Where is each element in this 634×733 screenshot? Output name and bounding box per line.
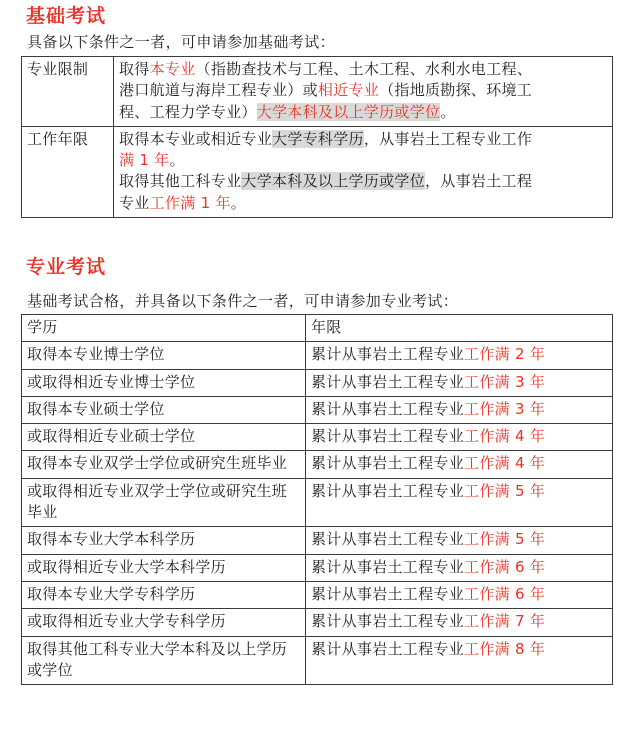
cell-years (306, 396, 613, 423)
years-requirement: 工作满 6 年 (464, 584, 546, 603)
cell-education: 取得本专业博士学位 (22, 342, 306, 369)
years-requirement: 工作满 8 年 (464, 639, 546, 658)
text-segment: 港口航道与海岸工程专业）或 (119, 81, 318, 100)
cell-education: 取得本专业大学本科学历 (22, 527, 306, 554)
years-requirement: 工作满 3 年 (464, 372, 546, 391)
years-requirement: 工作满 5 年 (464, 481, 546, 500)
row-label: 工作年限 (22, 126, 114, 217)
column-header-education: 学历 (22, 315, 306, 342)
years-prefix: 累计从事岩土工程专业 (311, 530, 465, 549)
cell-years (306, 581, 613, 608)
text-segment: 专业 (119, 193, 150, 212)
cell-years (306, 527, 613, 554)
years-prefix: 累计从事岩土工程专业 (311, 612, 465, 631)
years-prefix: 累计从事岩土工程专业 (311, 427, 465, 446)
content-line (119, 129, 607, 150)
table-row (22, 342, 613, 369)
row-content (114, 57, 613, 127)
table-row (22, 581, 613, 608)
basic-exam-table (21, 56, 613, 218)
years-requirement: 工作满 2 年 (464, 345, 546, 364)
years-requirement: 工作满 3 年 (464, 399, 546, 418)
professional-exam-table (21, 314, 613, 685)
cell-years (306, 369, 613, 396)
table-row (22, 126, 613, 217)
text-segment: （指地质勘探、环境工 (379, 81, 533, 100)
text-segment: 取得其他工科专业 (119, 172, 242, 191)
text-segment: ，从事岩土工程专业工作 (363, 129, 533, 148)
table-row (22, 57, 613, 127)
content-line (119, 80, 607, 101)
table-row (22, 424, 613, 451)
cell-education: 取得本专业大学专科学历 (22, 581, 306, 608)
cell-years (306, 424, 613, 451)
years-prefix: 累计从事岩土工程专业 (311, 454, 465, 473)
years-prefix: 累计从事岩土工程专业 (311, 584, 465, 603)
table-header-row (22, 315, 613, 342)
text-segment: （指勘查技术与工程、土木工程、水利水电工程、 (195, 60, 533, 78)
content-line (119, 150, 607, 171)
cell-education: 或取得相近专业博士学位 (22, 369, 306, 396)
text-segment: 工作满 1 年 (149, 193, 231, 212)
years-prefix: 累计从事岩土工程专业 (311, 345, 465, 364)
cell-education: 或取得相近专业硕士学位 (22, 424, 306, 451)
text-segment: 取得 (119, 60, 150, 78)
text-segment: 取得本专业或相近专业 (119, 129, 273, 148)
professional-exam-lead-text: 基础考试合格，并具备以下条件之一者，可申请参加专业考试： (27, 292, 459, 310)
content-line (119, 102, 607, 123)
cell-years (306, 636, 613, 685)
cell-education: 或取得相近专业大学专科学历 (22, 609, 306, 636)
years-prefix: 累计从事岩土工程专业 (311, 481, 465, 500)
cell-education: 取得本专业硕士学位 (22, 396, 306, 423)
cell-years (306, 451, 613, 478)
years-requirement: 工作满 4 年 (464, 427, 546, 446)
text-segment: 满 1 年 (119, 151, 170, 170)
years-prefix: 累计从事岩土工程专业 (311, 372, 465, 391)
cell-years (306, 478, 613, 527)
table-row (22, 396, 613, 423)
text-segment: 本专业 (149, 60, 196, 78)
text-segment: 程、工程力学专业） (119, 102, 257, 121)
table-row (22, 609, 613, 636)
table-row (22, 369, 613, 396)
table-row (22, 554, 613, 581)
text-segment: 大学本科及以上学历或学位 (256, 102, 441, 121)
cell-education: 或取得相近专业大学本科学历 (22, 554, 306, 581)
text-segment: 相近专业 (317, 81, 380, 100)
years-prefix: 累计从事岩土工程专业 (311, 557, 465, 576)
text-segment: 。 (169, 151, 185, 170)
text-segment: 大学专科学历 (272, 129, 364, 148)
content-line (119, 193, 607, 214)
table-row (22, 478, 613, 527)
years-requirement: 工作满 6 年 (464, 557, 546, 576)
table-row (22, 527, 613, 554)
text-segment: 。 (230, 193, 247, 212)
years-requirement: 工作满 5 年 (464, 530, 546, 549)
column-header-years: 年限 (306, 315, 613, 342)
basic-exam-table-wrapper (21, 56, 613, 218)
years-requirement: 工作满 7 年 (464, 612, 546, 631)
years-requirement: 工作满 4 年 (464, 454, 546, 473)
row-label: 专业限制 (22, 57, 114, 127)
professional-exam-heading: 专业考试 (26, 256, 107, 278)
table-row (22, 636, 613, 685)
cell-education: 或取得相近专业双学士学位或研究生班毕业 (22, 478, 306, 527)
text-segment: 大学本科及以上学历或学位 (241, 172, 426, 191)
content-line (119, 171, 607, 192)
basic-exam-lead-text: 具备以下条件之一者，可申请参加基础考试： (27, 33, 336, 51)
text-segment: ，从事岩土工程 (425, 172, 533, 191)
years-prefix: 累计从事岩土工程专业 (311, 399, 465, 418)
cell-years (306, 609, 613, 636)
professional-exam-table-wrapper (21, 314, 613, 685)
table-row (22, 451, 613, 478)
cell-education: 取得本专业双学士学位或研究生班毕业 (22, 451, 306, 478)
basic-exam-heading: 基础考试 (26, 5, 107, 27)
text-segment: 。 (440, 102, 456, 121)
row-content (114, 126, 613, 217)
cell-education: 取得其他工科专业大学本科及以上学历或学位 (22, 636, 306, 685)
content-line (119, 59, 607, 80)
years-prefix: 累计从事岩土工程专业 (311, 639, 465, 658)
cell-years (306, 554, 613, 581)
cell-years (306, 342, 613, 369)
